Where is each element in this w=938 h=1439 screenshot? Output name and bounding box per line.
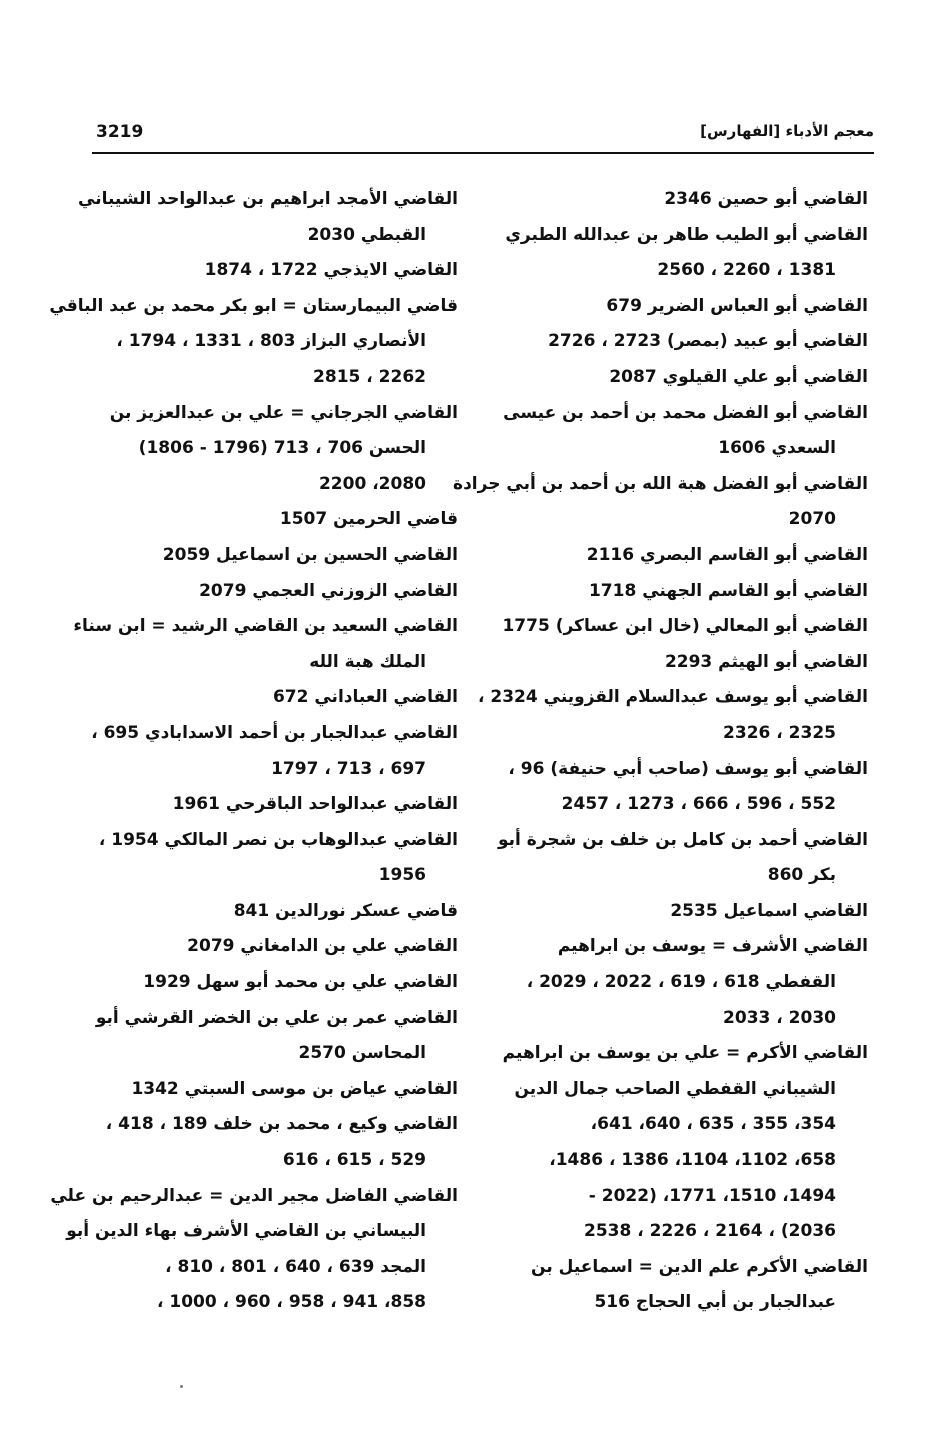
entry-continuation-line: عبدالجبار بن أبي الحجاج 516 <box>594 1292 836 1313</box>
index-entry <box>86 965 458 1001</box>
entry-line: القاضي أبو القاسم البصري 2116 <box>586 544 868 565</box>
entry-line: القاضي الزوزني العجمي 2079 <box>199 580 458 601</box>
entry-continuation-line: القبطي 2030 <box>307 224 426 245</box>
entry-line: القاضي الفاضل مجير الدين = عبدالرحيم بن علي <box>50 1185 458 1206</box>
entry-line: القاضي أبو حصين 2346 <box>664 189 868 209</box>
entry-line: القاضي وكيع ، محمد بن خلف 189 ، 418 ، <box>105 1114 458 1135</box>
entry-line: القاضي السعيد بن القاضي الرشيد = ابن سناء <box>73 616 458 637</box>
page-header <box>92 118 874 154</box>
index-entry <box>86 823 458 894</box>
entry-continuation-line: 697 ، 713 ، 1797 <box>271 758 426 779</box>
entry-continuation-line: 529 ، 615 ، 616 <box>282 1150 426 1171</box>
entry-continuation-line: المحاسن 2570 <box>298 1043 426 1064</box>
entry-continuation-line: 658، 1102، 1104، 1386 ، 1486، <box>549 1150 836 1171</box>
entry-continuation-line: بكر 860 <box>767 865 836 886</box>
index-entry <box>496 823 868 894</box>
index-entry <box>50 1179 458 1321</box>
index-entry <box>86 716 458 787</box>
entry-line: القاضي أبو علي القيلوي 2087 <box>609 366 868 387</box>
entry-line: القاضي عبدالوهاب بن نصر المالكي 1954 ، <box>98 829 458 850</box>
index-entry <box>49 289 458 396</box>
index-entry <box>86 929 458 965</box>
index-entry <box>496 360 868 396</box>
index-entry <box>86 574 458 610</box>
entry-line: القاضي اسماعيل 2535 <box>670 900 868 921</box>
entry-continuation-line: السعدي 1606 <box>718 438 836 459</box>
entry-continuation-line: 552 ، 596 ، 666 ، 1273 ، 2457 <box>561 794 836 815</box>
index-entry <box>86 1107 458 1178</box>
index-entry <box>73 609 458 680</box>
entry-continuation-line: 2080، 2200 <box>318 473 426 494</box>
index-entry <box>86 253 458 289</box>
entry-continuation-line: 1494، 1510، 1771، (2022 - <box>588 1185 836 1206</box>
index-entry <box>86 787 458 823</box>
index-entry <box>496 289 868 325</box>
entry-line: القاضي أبو الفضل محمد بن أحمد بن عيسى <box>503 402 868 423</box>
entry-continuation-line: الحسن 706 ، 713 (1796 - 1806) <box>138 438 426 459</box>
entry-line: قاضي عسكر نورالدين 841 <box>233 900 458 921</box>
entry-continuation-line: القفطي 618 ، 619 ، 2022 ، 2029 ، <box>526 972 836 993</box>
index-entry <box>496 1250 868 1321</box>
entry-continuation-line: 2070 <box>788 509 836 530</box>
running-title: معجم الأدباء [الفهارس] <box>700 122 874 140</box>
index-entry <box>86 538 458 574</box>
entry-line: القاضي الأشرف = يوسف بن ابراهيم <box>557 936 868 957</box>
entry-continuation-line: الشيباني القفطي الصاحب جمال الدين <box>514 1078 836 1099</box>
entry-line: القاضي الحسين بن اسماعيل 2059 <box>162 544 458 565</box>
index-entry <box>496 538 868 574</box>
entry-line: القاضي عبدالجبار بن أحمد الاسدابادي 695 ، <box>91 722 458 743</box>
entry-continuation-line: 354، 355 ، 635 ، 640، 641، <box>590 1114 836 1135</box>
entry-line: القاضي أبو يوسف عبدالسلام القزويني 2324 ، <box>478 687 868 708</box>
index-entry <box>496 929 868 1036</box>
entry-line: القاضي الأكرم علم الدين = اسماعيل بن <box>531 1256 868 1277</box>
entry-continuation-line: البيساني بن القاضي الأشرف بهاء الدين أبو <box>66 1221 426 1242</box>
index-entry <box>86 1072 458 1108</box>
index-entry <box>496 396 868 467</box>
entry-continuation-line: الأنصاري البزاز 803 ، 1331 ، 1794 ، <box>116 331 426 352</box>
entry-line: القاضي أبو المعالي (خال ابن عساكر) 1775 <box>502 616 868 637</box>
index-entry <box>496 752 868 823</box>
index-entry <box>453 467 868 538</box>
entry-line: القاضي الأمجد ابراهيم بن عبدالواحد الشيباني <box>78 189 458 209</box>
entry-line: القاضي أبو الهيثم 2293 <box>664 651 868 672</box>
entry-continuation-line: 858، 941 ، 958 ، 960 ، 1000 ، <box>157 1292 426 1313</box>
page-speck <box>180 1385 183 1388</box>
index-entry <box>496 894 868 930</box>
entry-line: القاضي عمر بن علي بن الخضر القرشي أبو <box>95 1007 458 1028</box>
entry-line: قاضي البيمارستان = ابو بكر محمد بن عبد الباقي <box>49 295 458 316</box>
index-entry <box>496 574 868 610</box>
entry-continuation-line: 2030 ، 2033 <box>723 1007 836 1028</box>
entry-continuation-line: 2262 ، 2815 <box>313 366 426 387</box>
entry-line: القاضي أبو الطيب طاهر بن عبدالله الطبري <box>505 224 868 245</box>
index-entry <box>496 1036 868 1250</box>
index-entry <box>496 182 868 218</box>
entry-line: القاضي أبو يوسف (صاحب أبي حنيفة) 96 ، <box>508 758 868 779</box>
entry-line: القاضي العباداني 672 <box>272 687 458 708</box>
index-entry <box>496 324 868 360</box>
entry-continuation-line: الملك هبة الله <box>309 651 426 672</box>
entry-line: القاضي الايذجي 1722 ، 1874 <box>204 260 458 281</box>
index-entry <box>86 894 458 930</box>
index-entry <box>86 1001 458 1072</box>
index-column-left <box>49 182 458 1321</box>
index-entry <box>78 182 458 253</box>
entry-line: القاضي أبو القاسم الجهني 1718 <box>588 580 868 601</box>
entry-line: القاضي علي بن الدامغاني 2079 <box>187 936 458 957</box>
entry-line: القاضي أبو الفضل هبة الله بن أحمد بن أبي جرادة <box>453 473 868 494</box>
page-number: 3219 <box>96 122 144 142</box>
index-entry <box>496 609 868 645</box>
entry-line: القاضي علي بن محمد أبو سهل 1929 <box>143 972 458 993</box>
entry-line: القاضي الأكرم = علي بن يوسف بن ابراهيم <box>502 1043 868 1064</box>
index-entry <box>496 218 868 289</box>
index-entry <box>86 396 458 503</box>
index-entry <box>86 680 458 716</box>
index-column-right <box>453 182 868 1321</box>
entry-continuation-line: 2325 ، 2326 <box>723 722 836 743</box>
entry-continuation-line: المجد 639 ، 640 ، 801 ، 810 ، <box>165 1256 426 1277</box>
entry-line: القاضي أحمد بن كامل بن خلف بن شجرة أبو <box>498 829 868 850</box>
entry-continuation-line: 2036) ، 2164 ، 2226 ، 2538 <box>584 1221 836 1242</box>
entry-continuation-line: 1381 ، 2260 ، 2560 <box>657 260 836 281</box>
entry-line: القاضي أبو عبيد (بمصر) 2723 ، 2726 <box>548 331 868 352</box>
index-entry <box>478 680 868 751</box>
entry-continuation-line: 1956 <box>378 865 426 886</box>
entry-line: قاضي الحرمين 1507 <box>279 509 458 530</box>
entry-line: القاضي الجرجاني = علي بن عبدالعزيز بن <box>109 402 458 423</box>
index-entry <box>496 645 868 681</box>
entry-line: القاضي عياض بن موسى السبتي 1342 <box>131 1078 458 1099</box>
entry-line: القاضي عبدالواحد الباقرحي 1961 <box>172 794 458 815</box>
index-entry <box>86 502 458 538</box>
entry-line: القاضي أبو العباس الضرير 679 <box>606 295 868 316</box>
